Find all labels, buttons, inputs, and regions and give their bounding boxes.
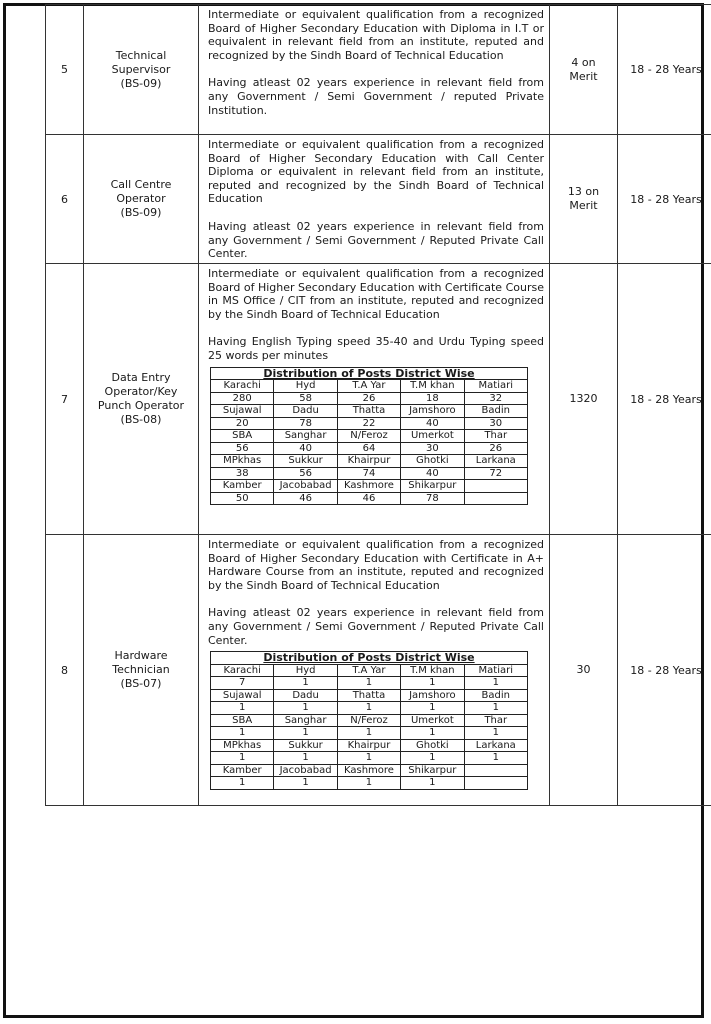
- serial-number: 6: [46, 135, 84, 264]
- district-post-count: 1: [337, 727, 400, 740]
- district-count-row: [211, 727, 528, 740]
- district-name-row: [211, 455, 528, 468]
- district-post-count: 40: [274, 442, 337, 455]
- post-name-line: (BS-09): [120, 206, 162, 219]
- district-count-row: [211, 492, 528, 505]
- district-name: Badin: [464, 689, 527, 702]
- table-row: [46, 264, 711, 535]
- district-name: MPkhas: [211, 455, 274, 468]
- district-name: Shikarpur: [401, 480, 464, 493]
- district-name: [464, 480, 527, 493]
- district-post-count: 78: [274, 417, 337, 430]
- post-name-cell: [84, 5, 199, 135]
- district-name: Karachi: [211, 380, 274, 393]
- district-name: Hyd: [274, 664, 337, 677]
- district-count-row: [211, 442, 528, 455]
- district-post-count: 58: [274, 392, 337, 405]
- district-name: Umerkot: [401, 430, 464, 443]
- post-name-cell: [84, 135, 199, 264]
- district-post-count: [464, 777, 527, 790]
- post-name-line: Hardware: [114, 649, 168, 662]
- qualification-text: Having atleast 02 years experience in relevant field from any Government / Semi Government / Reputed Private Call Center.: [208, 219, 544, 261]
- district-post-count: 46: [274, 492, 337, 505]
- district-distribution-table: [210, 651, 528, 790]
- post-name-line: Call Centre: [110, 178, 172, 191]
- district-post-count: 1: [401, 752, 464, 765]
- distribution-title: Distribution of Posts District Wise: [211, 652, 528, 665]
- district-name: Jacobabad: [274, 480, 337, 493]
- district-name: Sukkur: [274, 739, 337, 752]
- district-name-row: [211, 764, 528, 777]
- district-post-count: 18: [401, 392, 464, 405]
- district-name: Larkana: [464, 739, 527, 752]
- district-post-count: 1: [274, 702, 337, 715]
- post-name-cell: [84, 535, 199, 806]
- number-of-posts-cell: [550, 535, 618, 806]
- district-post-count: 46: [337, 492, 400, 505]
- district-name: Umerkot: [401, 714, 464, 727]
- number-of-posts-cell: [550, 264, 618, 535]
- district-post-count: [464, 492, 527, 505]
- district-name: Larkana: [464, 455, 527, 468]
- serial-number: 7: [46, 264, 84, 535]
- post-name-line: (BS-07): [120, 677, 162, 690]
- post-name-line: Supervisor: [111, 62, 171, 76]
- district-post-count: 30: [464, 417, 527, 430]
- district-post-count: 1: [464, 702, 527, 715]
- district-count-row: [211, 752, 528, 765]
- district-name: Sanghar: [274, 430, 337, 443]
- table-row: [46, 535, 711, 806]
- district-name: Thar: [464, 714, 527, 727]
- district-distribution-table: [210, 367, 528, 506]
- serial-number: 5: [46, 5, 84, 135]
- number-of-posts-cell: [550, 135, 618, 264]
- age-limit: 18 - 28 Years: [618, 264, 711, 535]
- qualification-text: Intermediate or equivalent qualification from a recognized Board of Higher Secondary Education with Certificate Course in MS Office / CIT from an institute, reputed and recognized by the Sindh Board of Technical Education: [208, 267, 544, 321]
- district-post-count: 22: [337, 417, 400, 430]
- district-name: Karachi: [211, 664, 274, 677]
- qualification-cell: [199, 535, 550, 806]
- qualification-text: Having English Typing speed 35-40 and Urdu Typing speed 25 words per minutes: [208, 335, 544, 362]
- number-of-posts-cell: [550, 5, 618, 135]
- district-name: Khairpur: [337, 739, 400, 752]
- district-post-count: 26: [464, 442, 527, 455]
- post-name-cell: [84, 264, 199, 535]
- district-name: T.A Yar: [337, 380, 400, 393]
- district-post-count: 1: [211, 777, 274, 790]
- district-post-count: 32: [464, 392, 527, 405]
- district-name: Ghotki: [401, 455, 464, 468]
- district-name: N/Feroz: [337, 714, 400, 727]
- qualification-cell: [199, 135, 550, 264]
- district-post-count: 1: [337, 702, 400, 715]
- district-post-count: 1: [337, 677, 400, 690]
- serial-number: 8: [46, 535, 84, 806]
- district-name: Matiari: [464, 380, 527, 393]
- district-post-count: 280: [211, 392, 274, 405]
- district-name-row: [211, 714, 528, 727]
- district-post-count: 40: [401, 467, 464, 480]
- post-name-line: (BS-09): [120, 76, 162, 90]
- district-count-row: [211, 677, 528, 690]
- post-name-line: Operator: [116, 192, 166, 205]
- district-name: Kamber: [211, 764, 274, 777]
- district-post-count: 72: [464, 467, 527, 480]
- district-post-count: 1: [464, 677, 527, 690]
- post-name-line: Operator/Key: [104, 385, 178, 398]
- post-name-line: Technical: [115, 48, 167, 62]
- district-name-row: [211, 689, 528, 702]
- district-name: Dadu: [274, 689, 337, 702]
- district-post-count: 1: [401, 777, 464, 790]
- district-post-count: 38: [211, 467, 274, 480]
- district-post-count: 1: [464, 752, 527, 765]
- district-post-count: 40: [401, 417, 464, 430]
- district-name: T.A Yar: [337, 664, 400, 677]
- district-name: Dadu: [274, 405, 337, 418]
- district-post-count: 1: [337, 752, 400, 765]
- district-post-count: 56: [274, 467, 337, 480]
- age-limit: 18 - 28 Years: [618, 5, 711, 135]
- post-name-line: Data Entry: [111, 371, 171, 384]
- post-name-line: Technician: [112, 663, 170, 676]
- district-name: MPkhas: [211, 739, 274, 752]
- district-name: Ghotki: [401, 739, 464, 752]
- district-post-count: 1: [401, 702, 464, 715]
- distribution-title: Distribution of Posts District Wise: [211, 367, 528, 380]
- district-name: Jamshoro: [401, 405, 464, 418]
- district-post-count: 78: [401, 492, 464, 505]
- district-name: Sukkur: [274, 455, 337, 468]
- district-name-row: [211, 664, 528, 677]
- number-of-posts: 4 on: [571, 55, 596, 69]
- district-post-count: 1: [337, 777, 400, 790]
- number-of-posts: Merit: [569, 199, 598, 212]
- post-name-line: (BS-08): [120, 413, 162, 426]
- district-name: Thatta: [337, 689, 400, 702]
- qualification-cell: [199, 264, 550, 535]
- qualification-text: Intermediate or equivalent qualification from a recognized Board of Higher Secondary Education with Diploma in I.T or equivalent in relevant field from an institute, reputed and recognized by the Sindh Board of Technical Education: [208, 8, 544, 62]
- district-name: Hyd: [274, 380, 337, 393]
- district-post-count: 1: [464, 727, 527, 740]
- table-row: [46, 135, 711, 264]
- district-post-count: 1: [274, 677, 337, 690]
- age-limit: 18 - 28 Years: [618, 135, 711, 264]
- district-name-row: [211, 380, 528, 393]
- district-name-row: [211, 405, 528, 418]
- district-post-count: 1: [211, 727, 274, 740]
- qualification-text: Having atleast 02 years experience in relevant field from any Government / Semi Government / Reputed Private Call Center.: [208, 606, 544, 647]
- district-post-count: 1: [401, 677, 464, 690]
- district-name: Thar: [464, 430, 527, 443]
- district-post-count: 64: [337, 442, 400, 455]
- district-name: Thatta: [337, 405, 400, 418]
- district-count-row: [211, 467, 528, 480]
- district-name-row: [211, 430, 528, 443]
- district-post-count: 1: [274, 727, 337, 740]
- district-name: Jacobabad: [274, 764, 337, 777]
- qualification-cell: [199, 5, 550, 135]
- district-post-count: 56: [211, 442, 274, 455]
- district-name: Khairpur: [337, 455, 400, 468]
- district-post-count: 74: [337, 467, 400, 480]
- district-name: Badin: [464, 405, 527, 418]
- district-post-count: 1: [274, 777, 337, 790]
- district-post-count: 50: [211, 492, 274, 505]
- district-name: [464, 764, 527, 777]
- district-name: Jamshoro: [401, 689, 464, 702]
- district-post-count: 7: [211, 677, 274, 690]
- district-name: Sujawal: [211, 689, 274, 702]
- post-name-line: Punch Operator: [97, 399, 185, 412]
- district-post-count: 20: [211, 417, 274, 430]
- number-of-posts: Merit: [569, 69, 598, 83]
- district-count-row: [211, 392, 528, 405]
- age-limit: 18 - 28 Years: [618, 535, 711, 806]
- district-name: T.M khan: [401, 380, 464, 393]
- district-name-row: [211, 480, 528, 493]
- district-name: Kamber: [211, 480, 274, 493]
- district-post-count: 1: [211, 702, 274, 715]
- number-of-posts: 30: [576, 663, 591, 676]
- district-count-row: [211, 777, 528, 790]
- job-vacancy-table: [45, 4, 711, 806]
- district-name: SBA: [211, 714, 274, 727]
- district-count-row: [211, 702, 528, 715]
- district-name: Matiari: [464, 664, 527, 677]
- district-post-count: 30: [401, 442, 464, 455]
- district-name: Sujawal: [211, 405, 274, 418]
- qualification-text: Having atleast 02 years experience in relevant field from any Government / Semi Government / reputed Private Institution.: [208, 76, 544, 117]
- number-of-posts: 1320: [569, 392, 598, 405]
- district-post-count: 1: [274, 752, 337, 765]
- district-name: Sanghar: [274, 714, 337, 727]
- district-post-count: 1: [401, 727, 464, 740]
- district-name: T.M khan: [401, 664, 464, 677]
- qualification-text: Intermediate or equivalent qualification from a recognized Board of Higher Secondary Education with Call Center Diploma or equivalent in relevant field from an institute, reputed and recognized by the Sindh Board of Technical Education: [208, 138, 544, 206]
- district-name: N/Feroz: [337, 430, 400, 443]
- district-name: Shikarpur: [401, 764, 464, 777]
- qualification-text: Intermediate or equivalent qualification from a recognized Board of Higher Secondary Education with Certificate in A+ Hardware Course from an institute, reputed and recognized by the Sindh Board of Technical Education: [208, 538, 544, 592]
- number-of-posts: 13 on: [567, 185, 600, 198]
- table-row: [46, 5, 711, 135]
- district-name: SBA: [211, 430, 274, 443]
- district-name: Kashmore: [337, 480, 400, 493]
- district-count-row: [211, 417, 528, 430]
- district-name: Kashmore: [337, 764, 400, 777]
- district-post-count: 1: [211, 752, 274, 765]
- district-post-count: 26: [337, 392, 400, 405]
- district-name-row: [211, 739, 528, 752]
